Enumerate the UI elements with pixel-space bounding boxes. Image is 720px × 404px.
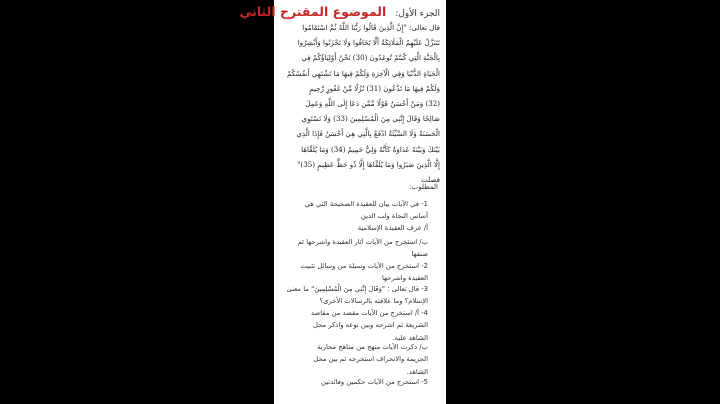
verse-line: وَلَكُمْ فِيهَا مَا تَدَّعُونَ (31) نُزُلًا مِّنْ غَفُورٍ رَّحِيمٍ: [309, 83, 440, 93]
question-5: [278, 376, 428, 388]
question-line: 3- قال تعالى : "وَقَالَ إِنَّنِي مِنَ الْمُسْلِمِينَ" ما معنى: [286, 285, 428, 293]
question-line: 2- استخرج من الآيات وسيلة من وسائل تثبيت: [300, 262, 428, 270]
question-3: [278, 283, 428, 308]
question-line: الشاهد.: [406, 367, 428, 376]
question-line: الإسلام؟ وما علاقته بالرسالات الأخرى؟: [319, 297, 428, 306]
verse-line: قال تعالى: "إِنَّ الَّذِينَ قَالُوا رَبُّنَا اللَّهُ ثُمَّ اسْتَقَامُوا: [302, 23, 440, 32]
question-line: الجريمة والانحراف استخرجه ثم بين محل: [313, 355, 428, 364]
verse-line: إِلَّا الَّذِينَ صَبَرُوا وَمَا يُلَقَّاهَا إِلَّا ذُو حَظٍّ عَظِيمٍ (35)": [297, 159, 440, 169]
verse-line: الْحَيَاةِ الدُّنْيَا وَفِي الْآخِرَةِ وَلَكُمْ فِيهَا مَا تَشْتَهِي أَنفُسُكُمْ: [287, 68, 440, 78]
surah-name: فصلت: [421, 175, 440, 185]
question-1a: [278, 222, 428, 234]
quran-verse: [282, 20, 440, 187]
verse-line: بِالْجَنَّةِ الَّتِي كُنتُمْ تُوعَدُونَ (30) نَحْنُ أَوْلِيَاؤُكُمْ فِي: [301, 53, 440, 63]
question-line: أساس النجاة ولب الدين: [360, 212, 428, 221]
verse-line: الْحَسَنَةُ وَلَا السَّيِّئَةُ ادْفَعْ بِالَّتِي هِيَ أَحْسَنُ فَإِذَا الَّذِي: [296, 129, 440, 139]
question-1: [278, 198, 428, 223]
question-line: العقيدة واشرحها: [381, 274, 428, 283]
question-line: 4- أ/ استخرج من الآيات مقصد من مقاصد: [310, 309, 428, 317]
question-line: 5- استخرج من الآيات حكمين وفائدتين: [321, 378, 428, 386]
part-label: الجزء الأول:: [395, 9, 440, 19]
document-page: [239, 0, 446, 404]
verse-line: تَتَنَزَّلُ عَلَيْهِمُ الْمَلَائِكَةُ أَلَّا تَخَافُوا وَلَا تَحْزَنُوا وَأَبْشِرُوا: [297, 38, 440, 48]
question-line: الشريعة ثم اشرحه وبين نوعه واذكر محل: [312, 321, 428, 330]
question-line: الشاهد عليه.: [392, 333, 428, 342]
verse-line: بَيْنَكَ وَبَيْنَهُ عَدَاوَةٌ كَأَنَّهُ وَلِيٌّ حَمِيمٌ (34) وَمَا يُلَقَّاهَا: [301, 144, 440, 154]
question-line: 1- في الآيات بيان للعقيدة الصحيحة التي هي: [304, 200, 428, 208]
requirements-label: المطلوب:: [409, 183, 438, 191]
page-title: الموضوع المقترح الثاني: [239, 4, 387, 19]
question-4a: [278, 307, 428, 344]
question-line: أ/ عرف العقيدة الإسلامية: [357, 224, 428, 232]
question-1b: [278, 236, 428, 261]
question-line: صنفها: [411, 250, 428, 259]
question-line: ب/ استخرج من الآيات آثار العقيدة واشرحها ثم: [297, 238, 428, 246]
verse-line: (32) وَمَنْ أَحْسَنُ قَوْلًا مِّمَّن دَعَا إِلَى اللَّهِ وَعَمِلَ: [305, 99, 440, 109]
question-2: [278, 260, 428, 285]
verse-line: صَالِحًا وَقَالَ إِنَّنِي مِنَ الْمُسْلِمِينَ (33) وَلَا تَسْتَوِي: [301, 114, 440, 124]
question-line: ب/ ذكرت الآيات منهج من مناهج محاربة: [317, 343, 428, 351]
question-4b: [278, 341, 428, 378]
